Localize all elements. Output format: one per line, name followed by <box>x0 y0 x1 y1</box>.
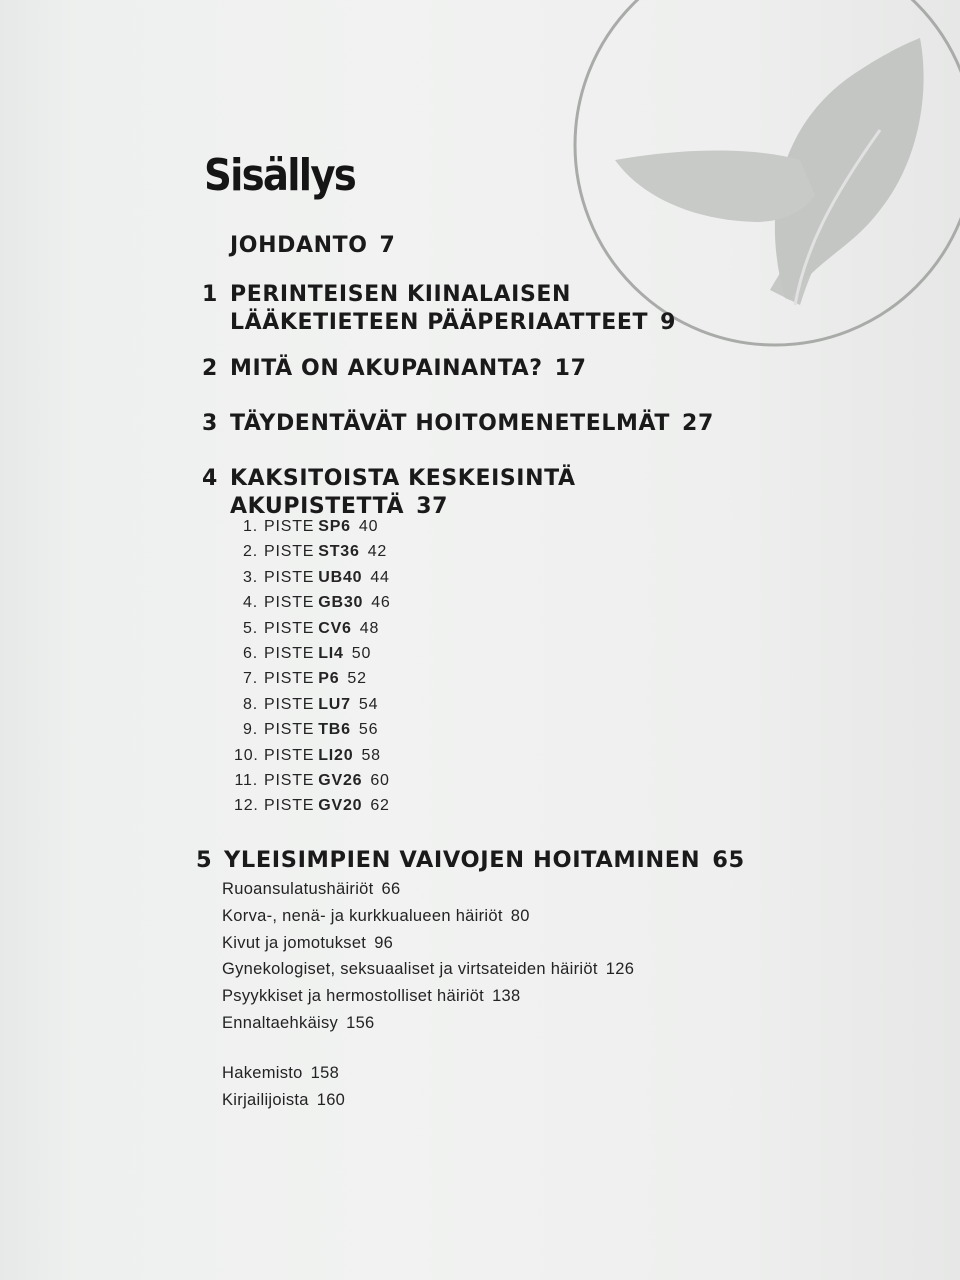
list-item[interactable] <box>222 1060 345 1087</box>
point-code: LU7 <box>318 695 351 713</box>
chapter-page: 17 <box>554 356 587 381</box>
chapter-number: 1 <box>202 282 218 307</box>
point-code: UB40 <box>318 568 363 586</box>
chapter-title-line: LÄÄKETIETEEN PÄÄPERIAATTEET <box>230 310 649 335</box>
point-index: 8. <box>243 695 258 713</box>
list-item[interactable] <box>234 717 391 742</box>
point-label: PISTE <box>264 594 315 612</box>
point-page: 42 <box>367 543 388 561</box>
point-label: PISTE <box>264 670 315 688</box>
section-page: 126 <box>605 960 635 979</box>
backmatter-page: 158 <box>310 1064 340 1082</box>
section-page: 156 <box>346 1013 375 1032</box>
point-code: SP6 <box>318 518 351 535</box>
section-page: 66 <box>381 880 401 898</box>
list-item[interactable] <box>234 590 391 615</box>
list-item[interactable] <box>234 793 391 818</box>
list-item[interactable] <box>234 641 391 666</box>
point-code: GB30 <box>318 594 364 612</box>
toc-intro[interactable] <box>202 232 395 260</box>
chapter-number: 2 <box>202 356 218 381</box>
toc-chapter-2[interactable] <box>202 355 586 383</box>
point-page: 48 <box>359 619 380 637</box>
backmatter-list <box>222 1060 345 1114</box>
section-label: Psyykkiset ja hermostolliset häiriöt <box>222 987 485 1006</box>
point-index: 10. <box>234 746 259 764</box>
acupoint-list <box>234 514 391 819</box>
point-page: 46 <box>371 594 391 612</box>
chapter-number: 3 <box>202 411 218 436</box>
section-list <box>222 876 634 1037</box>
point-label: PISTE <box>264 518 315 535</box>
point-label: PISTE <box>264 568 315 586</box>
point-label: PISTE <box>264 721 315 739</box>
chapter-title-line: YLEISIMPIEN VAIVOJEN HOITAMINEN <box>224 847 701 873</box>
list-item[interactable] <box>222 876 634 903</box>
point-index: 4. <box>243 594 258 612</box>
chapter-page: 9 <box>660 310 676 335</box>
toc-chapter-3[interactable] <box>202 410 714 438</box>
list-item[interactable] <box>234 743 391 768</box>
toc-chapter-4[interactable] <box>202 465 576 521</box>
chapter-title-line: TÄYDENTÄVÄT HOITOMENETELMÄT <box>230 411 671 436</box>
point-index: 1. <box>243 518 258 535</box>
chapter-page: 27 <box>682 411 714 436</box>
list-item[interactable] <box>222 1087 345 1114</box>
chapter-title-line: PERINTEISEN KIINALAISEN <box>230 282 572 307</box>
point-label: PISTE <box>264 644 315 662</box>
list-item[interactable] <box>234 539 391 564</box>
chapter-title-line: MITÄ ON AKUPAINANTA? <box>230 356 543 381</box>
chapter-title-line: KAKSITOISTA KESKEISINTÄ <box>230 466 576 491</box>
section-label: Kivut ja jomotukset <box>222 933 367 952</box>
point-index: 5. <box>243 619 258 637</box>
point-index: 12. <box>234 797 259 815</box>
chapter-number: 5 <box>196 847 213 873</box>
point-index: 6. <box>243 644 258 662</box>
section-label: Gynekologiset, seksuaaliset ja virtsateiden häiriöt <box>222 960 598 979</box>
list-item[interactable] <box>222 1010 634 1037</box>
backmatter-page: 160 <box>316 1090 346 1109</box>
point-label: PISTE <box>264 543 315 561</box>
point-code: LI4 <box>318 644 344 662</box>
point-label: PISTE <box>264 797 315 815</box>
point-code: LI20 <box>318 746 354 764</box>
section-label: Korva-, nenä- ja kurkkualueen häiriöt <box>222 906 503 925</box>
list-item[interactable] <box>222 956 634 983</box>
intro-label: JOHDANTO <box>230 233 368 258</box>
list-item[interactable] <box>234 514 391 539</box>
point-code: P6 <box>318 670 340 688</box>
chapter-title-line: AKUPISTETTÄ <box>230 494 405 519</box>
point-page: 60 <box>370 771 390 789</box>
point-index: 7. <box>243 670 258 688</box>
list-item[interactable] <box>234 768 391 793</box>
point-code: GV20 <box>318 797 363 815</box>
point-index: 3. <box>243 568 258 586</box>
point-label: PISTE <box>264 746 315 764</box>
backmatter-label: Kirjailijoista <box>222 1090 309 1109</box>
page-title: Sisällys <box>204 150 356 201</box>
point-page: 62 <box>370 797 390 815</box>
list-item[interactable] <box>234 666 391 691</box>
point-label: PISTE <box>264 771 315 789</box>
list-item[interactable] <box>222 983 634 1010</box>
point-code: ST36 <box>318 543 360 561</box>
point-page: 54 <box>358 695 379 713</box>
intro-page: 7 <box>379 233 396 258</box>
chapter-page: 65 <box>712 847 745 873</box>
point-page: 40 <box>358 518 379 535</box>
point-page: 58 <box>361 746 381 764</box>
point-page: 44 <box>370 568 390 586</box>
toc-chapter-5[interactable] <box>196 846 745 874</box>
point-index: 9. <box>243 721 258 739</box>
list-item[interactable] <box>222 930 634 957</box>
chapter-page: 37 <box>416 494 449 519</box>
point-index: 2. <box>243 543 258 561</box>
point-label: PISTE <box>264 695 315 713</box>
backmatter-label: Hakemisto <box>222 1064 303 1082</box>
section-page: 138 <box>492 987 521 1006</box>
chapter-number: 4 <box>202 466 218 491</box>
point-page: 50 <box>351 644 372 662</box>
point-label: PISTE <box>264 619 315 637</box>
list-item[interactable] <box>234 616 391 641</box>
point-code: CV6 <box>318 619 352 637</box>
point-index: 11. <box>234 771 258 789</box>
list-item[interactable] <box>234 565 391 590</box>
section-label: Ruoansulatushäiriöt <box>222 880 374 898</box>
point-code: GV26 <box>318 771 363 789</box>
list-item[interactable] <box>234 692 391 717</box>
section-page: 80 <box>510 906 530 925</box>
point-page: 56 <box>358 721 379 739</box>
point-code: TB6 <box>318 721 351 739</box>
section-label: Ennaltaehkäisy <box>222 1013 339 1032</box>
toc-chapter-1[interactable] <box>202 281 676 337</box>
section-page: 96 <box>374 933 394 952</box>
list-item[interactable] <box>222 903 634 930</box>
point-page: 52 <box>347 670 367 688</box>
